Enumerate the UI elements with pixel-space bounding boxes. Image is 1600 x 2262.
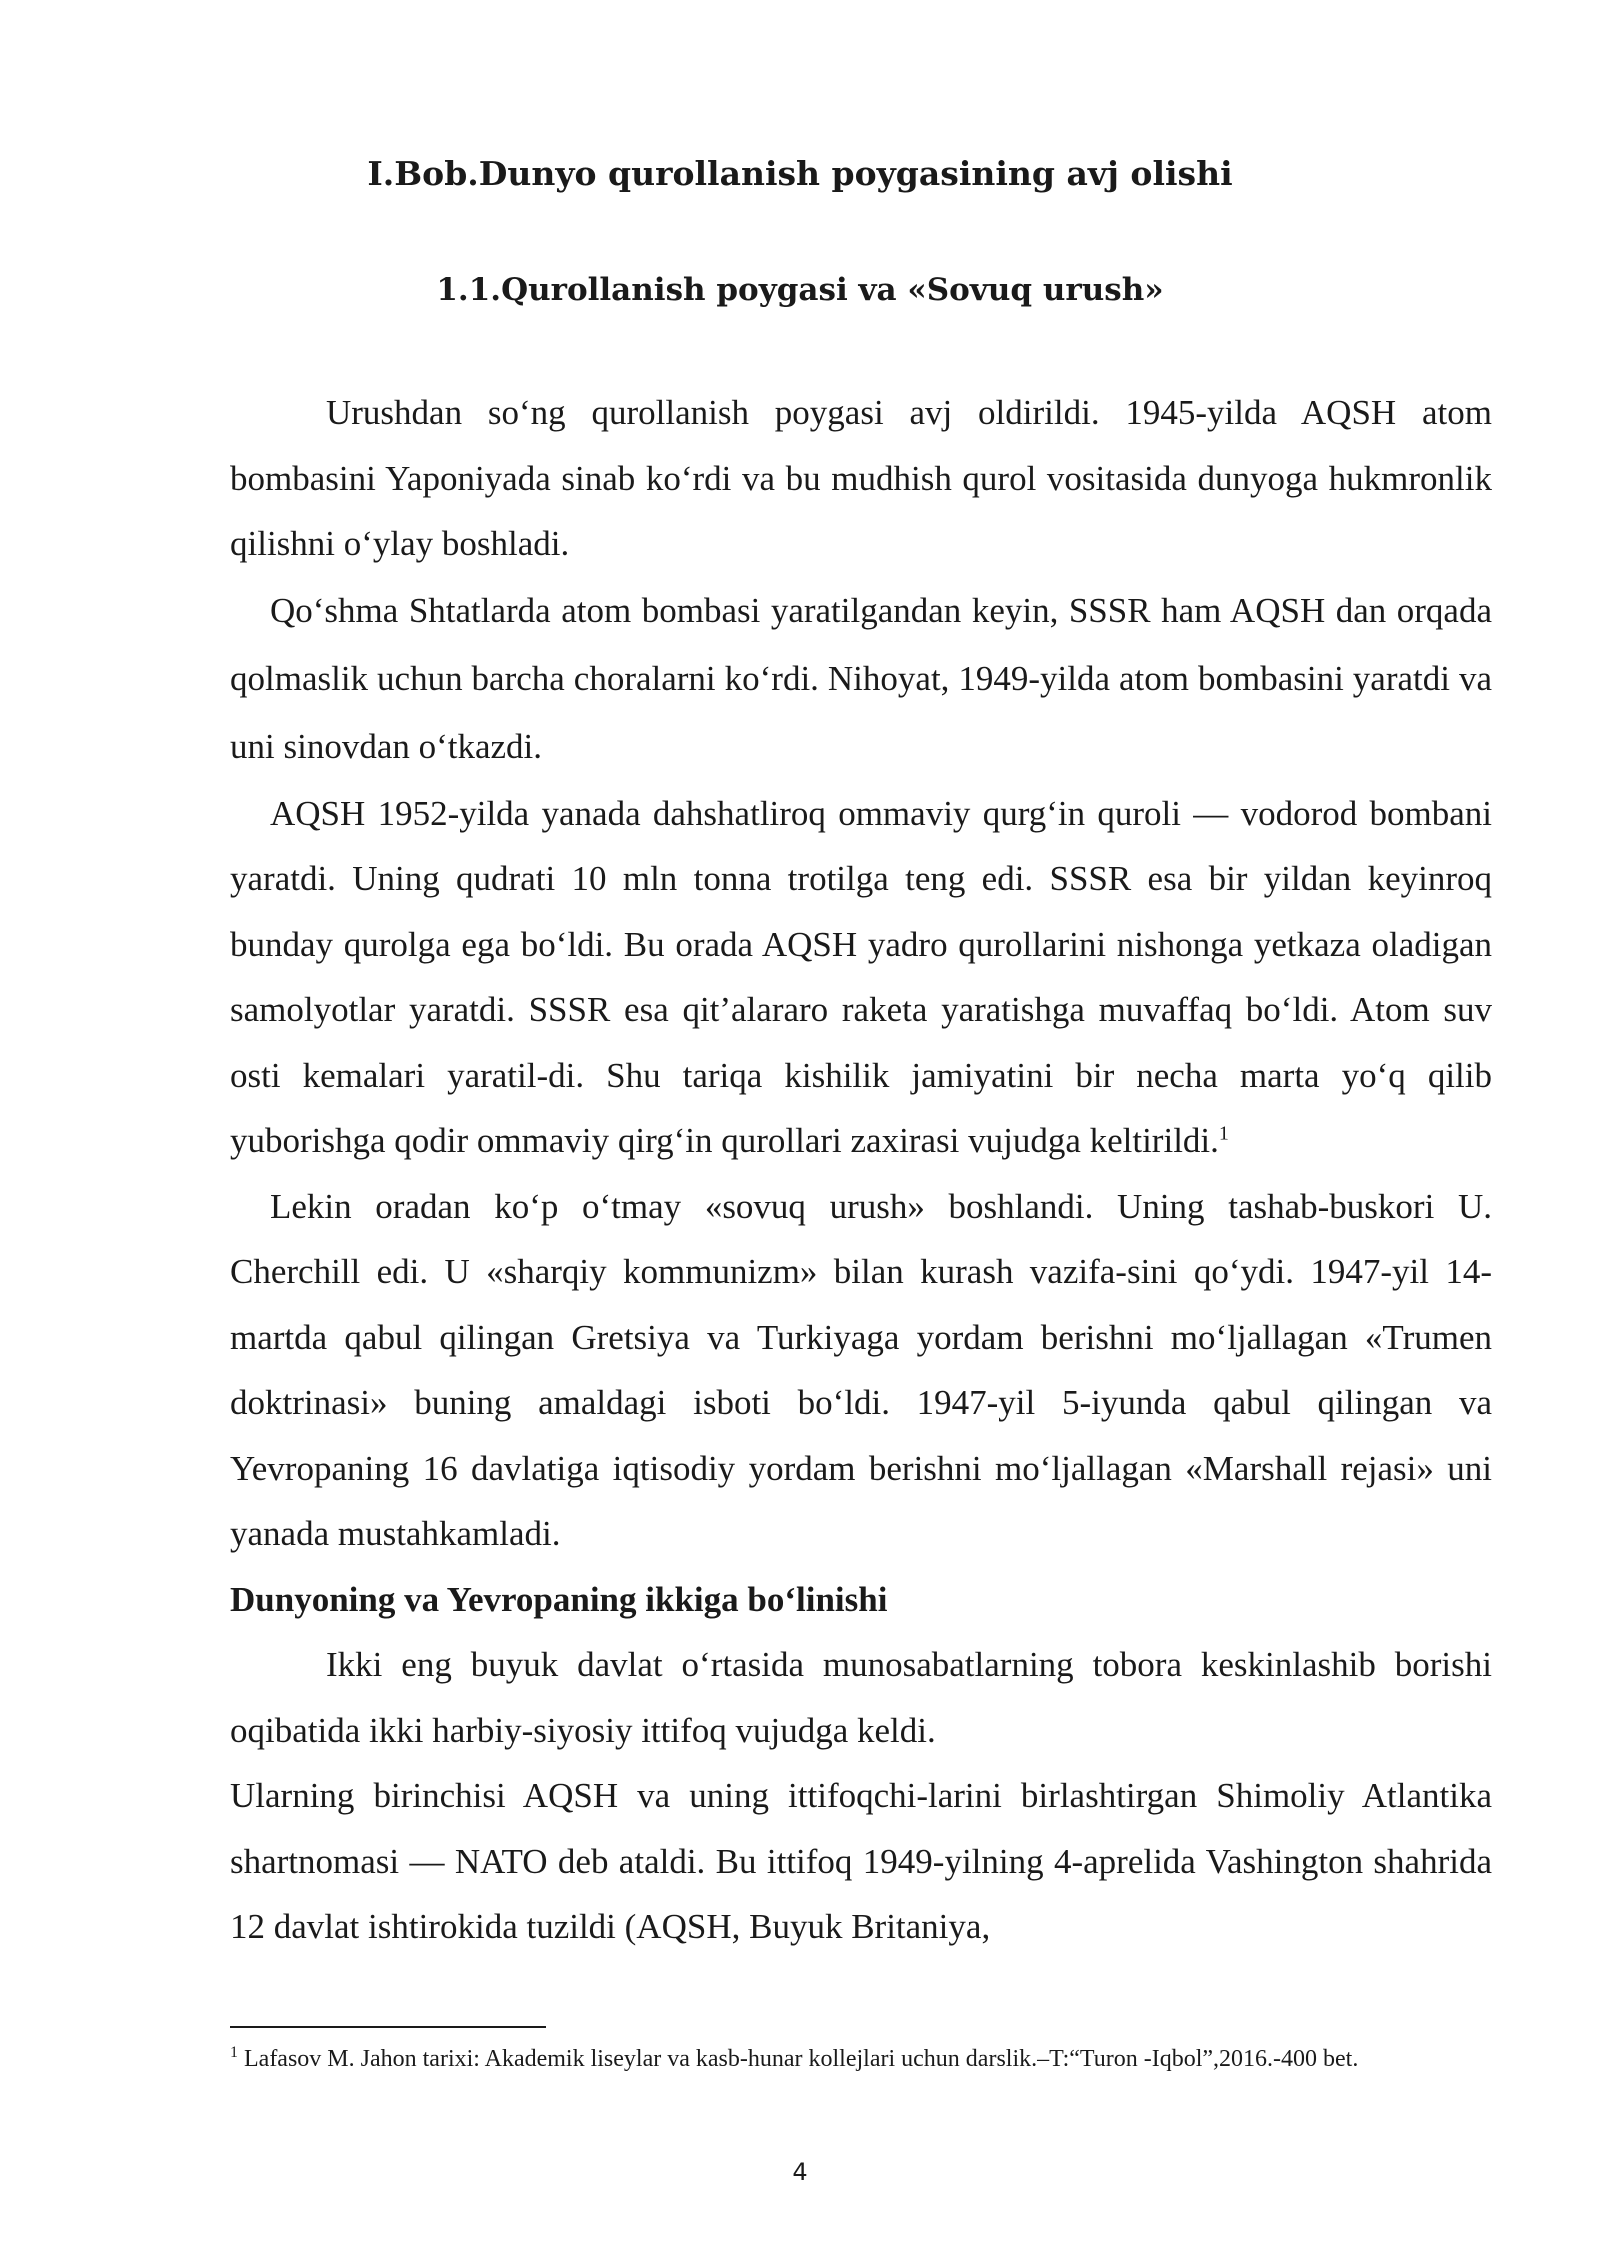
- paragraph-6: Ularning birinchisi AQSH va uning ittifoqchi-larini birlashtirgan Shimoliy Atlantika shartnomasi — NATO deb ataldi. Bu ittifoq 1949-yilning 4-aprelida Vashington shahrida 12 davlat ishtirokida tuzildi (AQSH, Buyuk Britaniya,: [230, 1776, 1492, 1946]
- paragraph-3: [230, 781, 1492, 1174]
- section-title: 1.1.Qurollanish poygasi va «Sovuq urush»: [436, 272, 1164, 308]
- footnote-text: Lafasov M. Jahon tarixi: Akademik liseylar va kasb-hunar kollejlari uchun darslik.–T:“Turon -Iqbol”,2016.-400 bet.: [244, 2046, 1359, 2072]
- footnote-separator: [230, 2026, 546, 2028]
- paragraph-4: Lekin oradan ko‘p o‘tmay «sovuq urush» boshlandi. Uning tashab-buskori U. Cherchill edi. U «sharqiy kommunizm» bilan kurash vazifa-sini qo‘ydi. 1947-yil 14-martda qabul qilingan Gretsiya va Turkiyaga yordam berishni mo‘ljallagan «Trumen doktrinasi» buning amaldagi isboti bo‘ldi. 1947-yil 5-iyunda qabul qilingan va Yevropaning 16 davlatiga iqtisodiy yordam berishni mo‘ljallagan «Marshall rejasi» uni yanada mustahkamladi.: [230, 1186, 1492, 1553]
- footnote-reference: 1: [1218, 1122, 1229, 1145]
- footnote: [230, 2035, 1492, 2083]
- paragraph-5: Ikki eng buyuk davlat o‘rtasida munosabatlarning tobora keskinlashib borishi oqibatida ikki harbiy-siyosiy ittifoq vujudga keldi.: [230, 1645, 1492, 1750]
- page-number: 4: [792, 2158, 808, 2186]
- paragraph-3-text: AQSH 1952-yilda yanada dahshatliroq ommaviy qurg‘in quroli — vodorod bombani yaratdi. Uning qudrati 10 mln tonna trotilga teng edi. SSSR esa bir yildan keyinroq bunday qurolga ega bo‘ldi. Bu orada AQSH yadro qurollarini nishonga yetkaza oladigan samolyotlar yaratdi. SSSR esa qit’alararo raketa yaratishga muvaffaq bo‘ldi. Atom suv osti kemalari yaratil-di. Shu tariqa kishilik jamiyatini bir necha marta yo‘q qilib yuborishga qodir ommaviy qirg‘in qurollari zaxirasi vujudga keltirildi.: [230, 793, 1492, 1160]
- body-text: [230, 380, 1492, 1960]
- footnote-number: 1: [230, 2044, 238, 2061]
- subheading: Dunyoning va Yevropaning ikkiga bo‘linishi: [230, 1579, 888, 1619]
- paragraph-1: Urushdan so‘ng qurollanish poygasi avj oldirildi. 1945-yilda AQSH atom bombasini Yaponiyada sinab ko‘rdi va bu mudhish qurol vositasida dunyoga hukmronlik qilishni o‘ylay boshladi.: [230, 393, 1492, 563]
- chapter-title: I.Bob.Dunyo qurollanish poygasining avj olishi: [367, 154, 1233, 193]
- paragraph-2: Qo‘shma Shtatlarda atom bombasi yaratilgandan keyin, SSSR ham AQSH dan orqada qolmaslik uchun barcha choralarni ko‘rdi. Nihoyat, 1949-yilda atom bombasini yaratdi va uni sinovdan o‘tkazdi.: [230, 590, 1492, 766]
